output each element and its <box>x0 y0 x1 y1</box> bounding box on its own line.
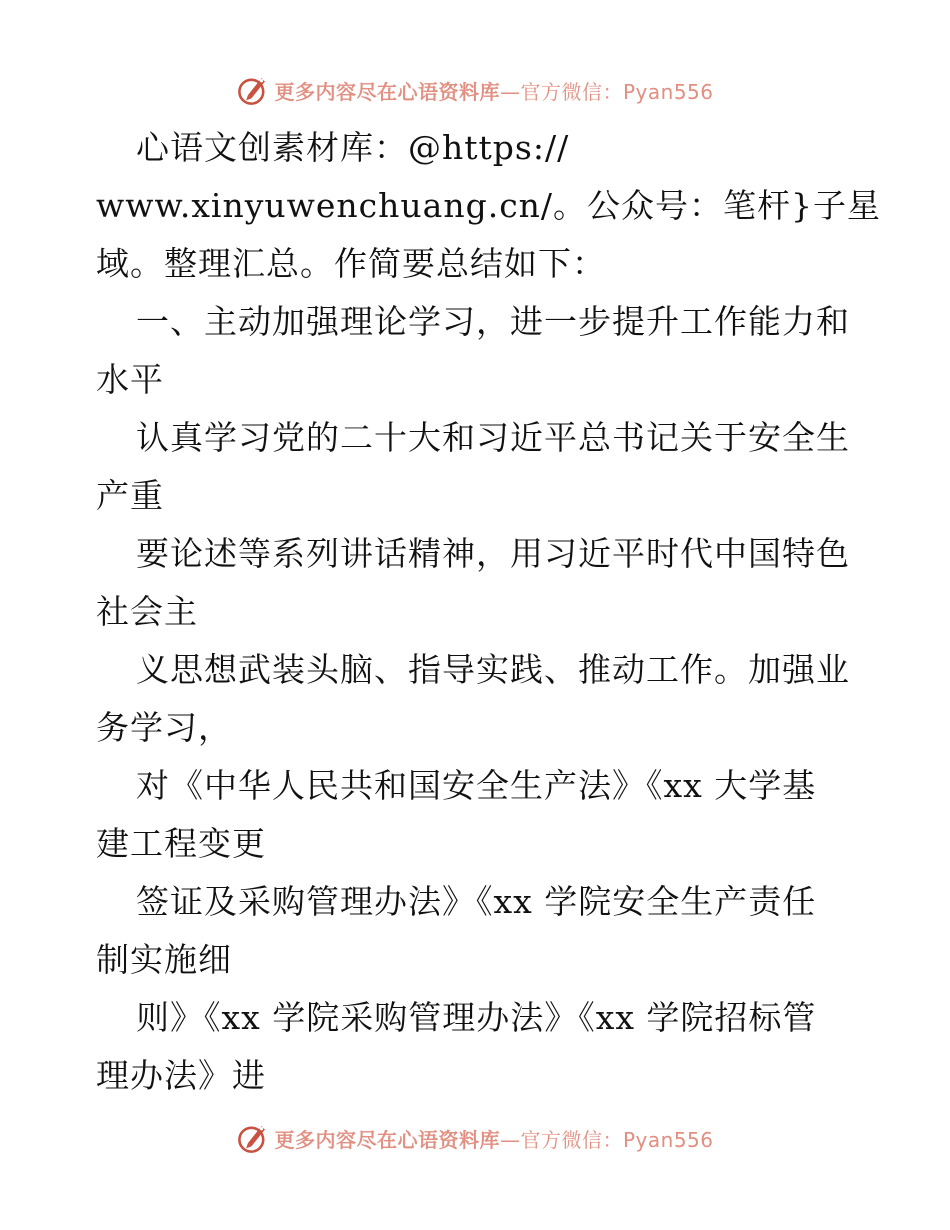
body-line: 对《中华人民共和国安全生产法》《xx 大学基 <box>136 766 817 805</box>
body-line: 建工程变更 <box>96 824 266 863</box>
body-line: 域。整理汇总。作简要总结如下： <box>96 244 606 283</box>
body-line: 务学习， <box>96 708 232 747</box>
pen-nib-logo-icon <box>236 73 270 107</box>
header-banner <box>0 70 950 110</box>
banner-main-text: 更多内容尽在心语资料库 <box>274 79 500 104</box>
footer-banner <box>0 1118 950 1158</box>
banner-dash: — <box>499 79 521 104</box>
body-line: www.xinyuwenchuang.cn/。公众号：笔杆}子星 <box>96 186 882 225</box>
pen-nib-logo-icon <box>236 1121 270 1155</box>
body-line: 理办法》进 <box>96 1056 266 1095</box>
banner-text <box>274 76 713 105</box>
body-line: 要论述等系列讲话精神，用习近平时代中国特色 <box>136 534 850 573</box>
body-line: 认真学习党的二十大和习近平总书记关于安全生 <box>136 418 850 457</box>
body-line: 心语文创素材库：@https:// <box>136 128 570 167</box>
banner-wechat-label: 官方微信： <box>520 1127 623 1152</box>
banner-text <box>274 1124 713 1153</box>
body-line: 义思想武装头脑、指导实践、推动工作。加强业 <box>136 650 850 689</box>
body-line: 签证及采购管理办法》《xx 学院安全生产责任 <box>136 882 817 921</box>
body-line: 则》《xx 学院采购管理办法》《xx 学院招标管 <box>136 998 817 1037</box>
banner-wechat-id: Pyan556 <box>622 1127 714 1152</box>
body-line: 社会主 <box>96 592 198 631</box>
body-line: 制实施细 <box>96 940 232 979</box>
banner-wechat-id: Pyan556 <box>622 79 714 104</box>
banner-wechat-label: 官方微信： <box>520 79 623 104</box>
body-line: 一、主动加强理论学习，进一步提升工作能力和 <box>136 302 850 341</box>
banner-main-text: 更多内容尽在心语资料库 <box>274 1127 500 1152</box>
body-line: 产重 <box>96 476 164 515</box>
body-line: 水平 <box>96 360 164 399</box>
banner-dash: — <box>499 1127 521 1152</box>
